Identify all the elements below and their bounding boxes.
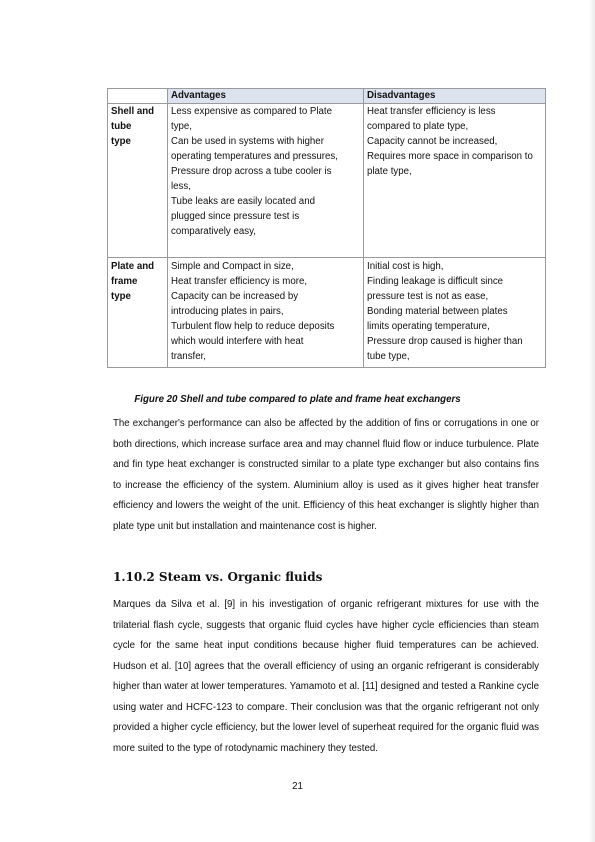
cell-line: Bonding material between plates <box>367 306 508 317</box>
table-header-disadvantages: Disadvantages <box>364 89 546 104</box>
cell-line: which would interfere with heat <box>171 336 304 347</box>
cell-line: limits operating temperature, <box>367 321 490 332</box>
disadvantages-cell <box>364 104 546 258</box>
cell-line: Tube leaks are easily located and <box>171 196 315 207</box>
cell-line: Simple and Compact in size, <box>171 261 294 272</box>
cell-line: Can be used in systems with higher <box>171 136 324 147</box>
cell-line: Finding leakage is difficult since <box>367 276 504 287</box>
cell-line: Capacity cannot be increased, <box>367 136 498 147</box>
cell-line: Pressure drop across a tube cooler is <box>171 166 332 177</box>
cell-line: pressure test is not as ease, <box>367 291 489 302</box>
cell-line: operating temperatures and pressures, <box>171 151 338 162</box>
cell-line: tube <box>111 121 132 132</box>
table-header-advantages: Advantages <box>168 89 364 104</box>
table-row <box>108 104 546 258</box>
cell-line: Requires more space in comparison to <box>367 151 533 162</box>
cell-line: Turbulent flow help to reduce deposits <box>171 321 335 332</box>
row-label-shell-and-tube <box>108 104 168 258</box>
cell-line: plate type, <box>367 166 412 177</box>
cell-line: Initial cost is high, <box>367 261 444 272</box>
cell-line: type <box>111 291 131 302</box>
table-row <box>108 258 546 368</box>
cell-line: Capacity can be increased by <box>171 291 299 302</box>
advantages-cell <box>168 104 364 258</box>
cell-line: Pressure drop caused is higher than <box>367 336 523 347</box>
cell-line: plugged since pressure test is <box>171 211 300 222</box>
cell-line: tube type, <box>367 351 410 362</box>
cell-line: type <box>111 136 131 147</box>
cell-line: transfer, <box>171 351 206 362</box>
cell-line: Heat transfer efficiency is more, <box>171 276 308 287</box>
cell-line: comparatively easy, <box>171 226 256 237</box>
comparison-table <box>107 88 546 368</box>
disadvantages-cell <box>364 258 546 368</box>
cell-line: Heat transfer efficiency is less <box>367 106 496 117</box>
cell-line: introducing plates in pairs, <box>171 306 284 317</box>
cell-line: Plate and <box>111 261 155 272</box>
table-header-row <box>108 89 546 104</box>
section-heading: 1.10.2 Steam vs. Organic fluids <box>113 570 323 584</box>
cell-line: compared to plate type, <box>367 121 469 132</box>
body-paragraph: Marques da Silva et al. [9] in his investigation of organic refrigerant mixtures for use with the trilaterial flash cycle, suggests that organic fluid cycles have higher cycle efficiencies than steam cycle for the same heat input conditions because higher fluid temperatures can be achieved. Hudson et al. [10] agrees that the overall efficiency of using an organic refrigerant is considerably higher than water at lower temperatures. Yamamoto et al. [11] designed and tested a Rankine cycle using water and HCFC-123 to compare. Their conclusion was that the organic refrigerant not only provided a higher cycle efficiency, but the lower level of superheat required for the organic fluid was more suited to the type of rotodynamic machinery they tested. <box>113 599 539 754</box>
cell-line: Less expensive as compared to Plate <box>171 106 333 117</box>
body-paragraph: The exchanger's performance can also be affected by the addition of fins or corrugations in one or both directions, which increase surface area and may channel fluid flow or induce turbulence. Plate and fin type heat exchanger is constructed similar to a plate type exchanger but also contains fins to increase the efficiency of the system. Aluminium alloy is used as it gives higher heat transfer efficiency and lowers the weight of the unit. Efficiency of this heat exchanger is slightly higher than plate type unit but installation and maintenance cost is higher. <box>113 418 539 532</box>
page-edge-shadow <box>589 0 595 842</box>
cell-line: less, <box>171 181 191 192</box>
cell-line: frame <box>111 276 138 287</box>
advantages-cell <box>168 258 364 368</box>
row-label-plate-and-frame <box>108 258 168 368</box>
cell-line: Shell and <box>111 106 155 117</box>
table-header-corner <box>108 89 168 104</box>
cell-line: type, <box>171 121 193 132</box>
page-number: 21 <box>292 781 303 792</box>
figure-caption: Figure 20 Shell and tube compared to plate and frame heat exchangers <box>134 394 461 405</box>
